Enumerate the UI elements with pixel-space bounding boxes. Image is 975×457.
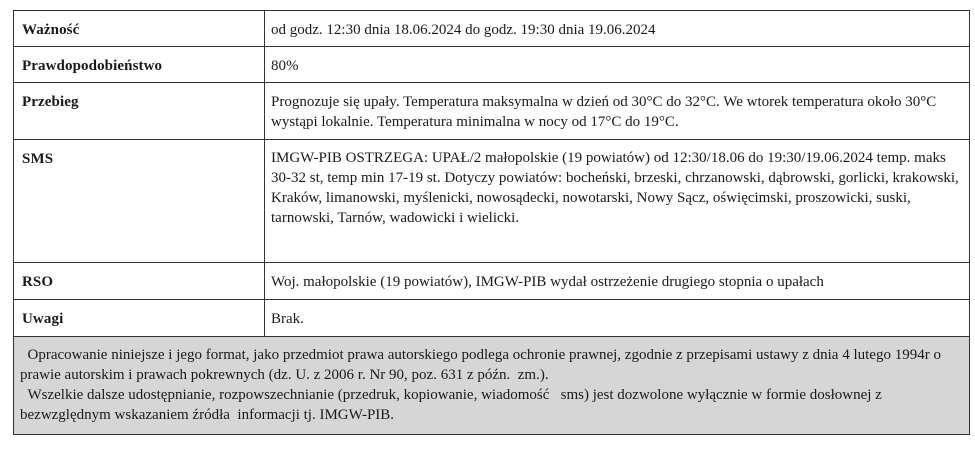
course-label: Przebieg [14,83,265,140]
validity-value: od godz. 12:30 dnia 18.06.2024 do godz. 19:30 dnia 19.06.2024 [265,11,970,47]
rso-value: Woj. małopolskie (19 powiatów), IMGW-PIB wydał ostrzeżenie drugiego stopnia o upałach [265,263,970,300]
table-row-sms [14,140,970,263]
sms-label: SMS [14,140,265,263]
copyright-notice [14,337,970,435]
remarks-value: Brak. [265,300,970,337]
redistribution-paragraph: Wszelkie dalsze udostępnianie, rozpowszechnianie (przedruk, kopiowanie, wiadomość sms) jest dozwolone wyłącznie w formie dosłownej z bezwzględnym wskazaniem źródła informacji tj. IMGW-PIB. [20,387,886,423]
rso-label: RSO [14,263,265,300]
sms-value: IMGW-PIB OSTRZEGA: UPAŁ/2 małopolskie (19 powiatów) od 12:30/18.06 do 19:30/19.06.2024 temp. maks 30-32 st, temp min 17-19 st. Dotyczy powiatów: bocheński, brzeski, chrzanowski, dąbrowski, gorlicki, krakowski, Kraków, limanowski, myślenicki, nowosądecki, nowotarski, Nowy Sącz, oświęcimski, proszowicki, suski, tarnowski, Tarnów, wadowicki i wielicki. [265,140,970,263]
validity-label: Ważność [14,11,265,47]
probability-value: 80% [265,47,970,83]
table-row-course [14,83,970,140]
remarks-label: Uwagi [14,300,265,337]
table-row-rso [14,263,970,300]
table-row-validity [14,11,970,47]
table-row-probability [14,47,970,83]
weather-warning-table [13,10,970,435]
course-value: Prognozuje się upały. Temperatura maksymalna w dzień od 30°C do 32°C. We wtorek temperatura około 30°C wystąpi lokalnie. Temperatura minimalna w nocy od 17°C do 19°C. [265,83,970,140]
copyright-paragraph: Opracowanie niniejsze i jego format, jako przedmiot prawa autorskiego podlega ochronie prawnej, zgodnie z przepisami ustawy z dnia 4 lutego 1994r o prawie autorskim i prawach pokrewnych (dz. U. z 2006 r. Nr 90, poz. 631 z późn. zm.). [20,347,945,383]
table-row-copyright-footer [14,337,970,435]
probability-label: Prawdopodobieństwo [14,47,265,83]
table-row-remarks [14,300,970,337]
